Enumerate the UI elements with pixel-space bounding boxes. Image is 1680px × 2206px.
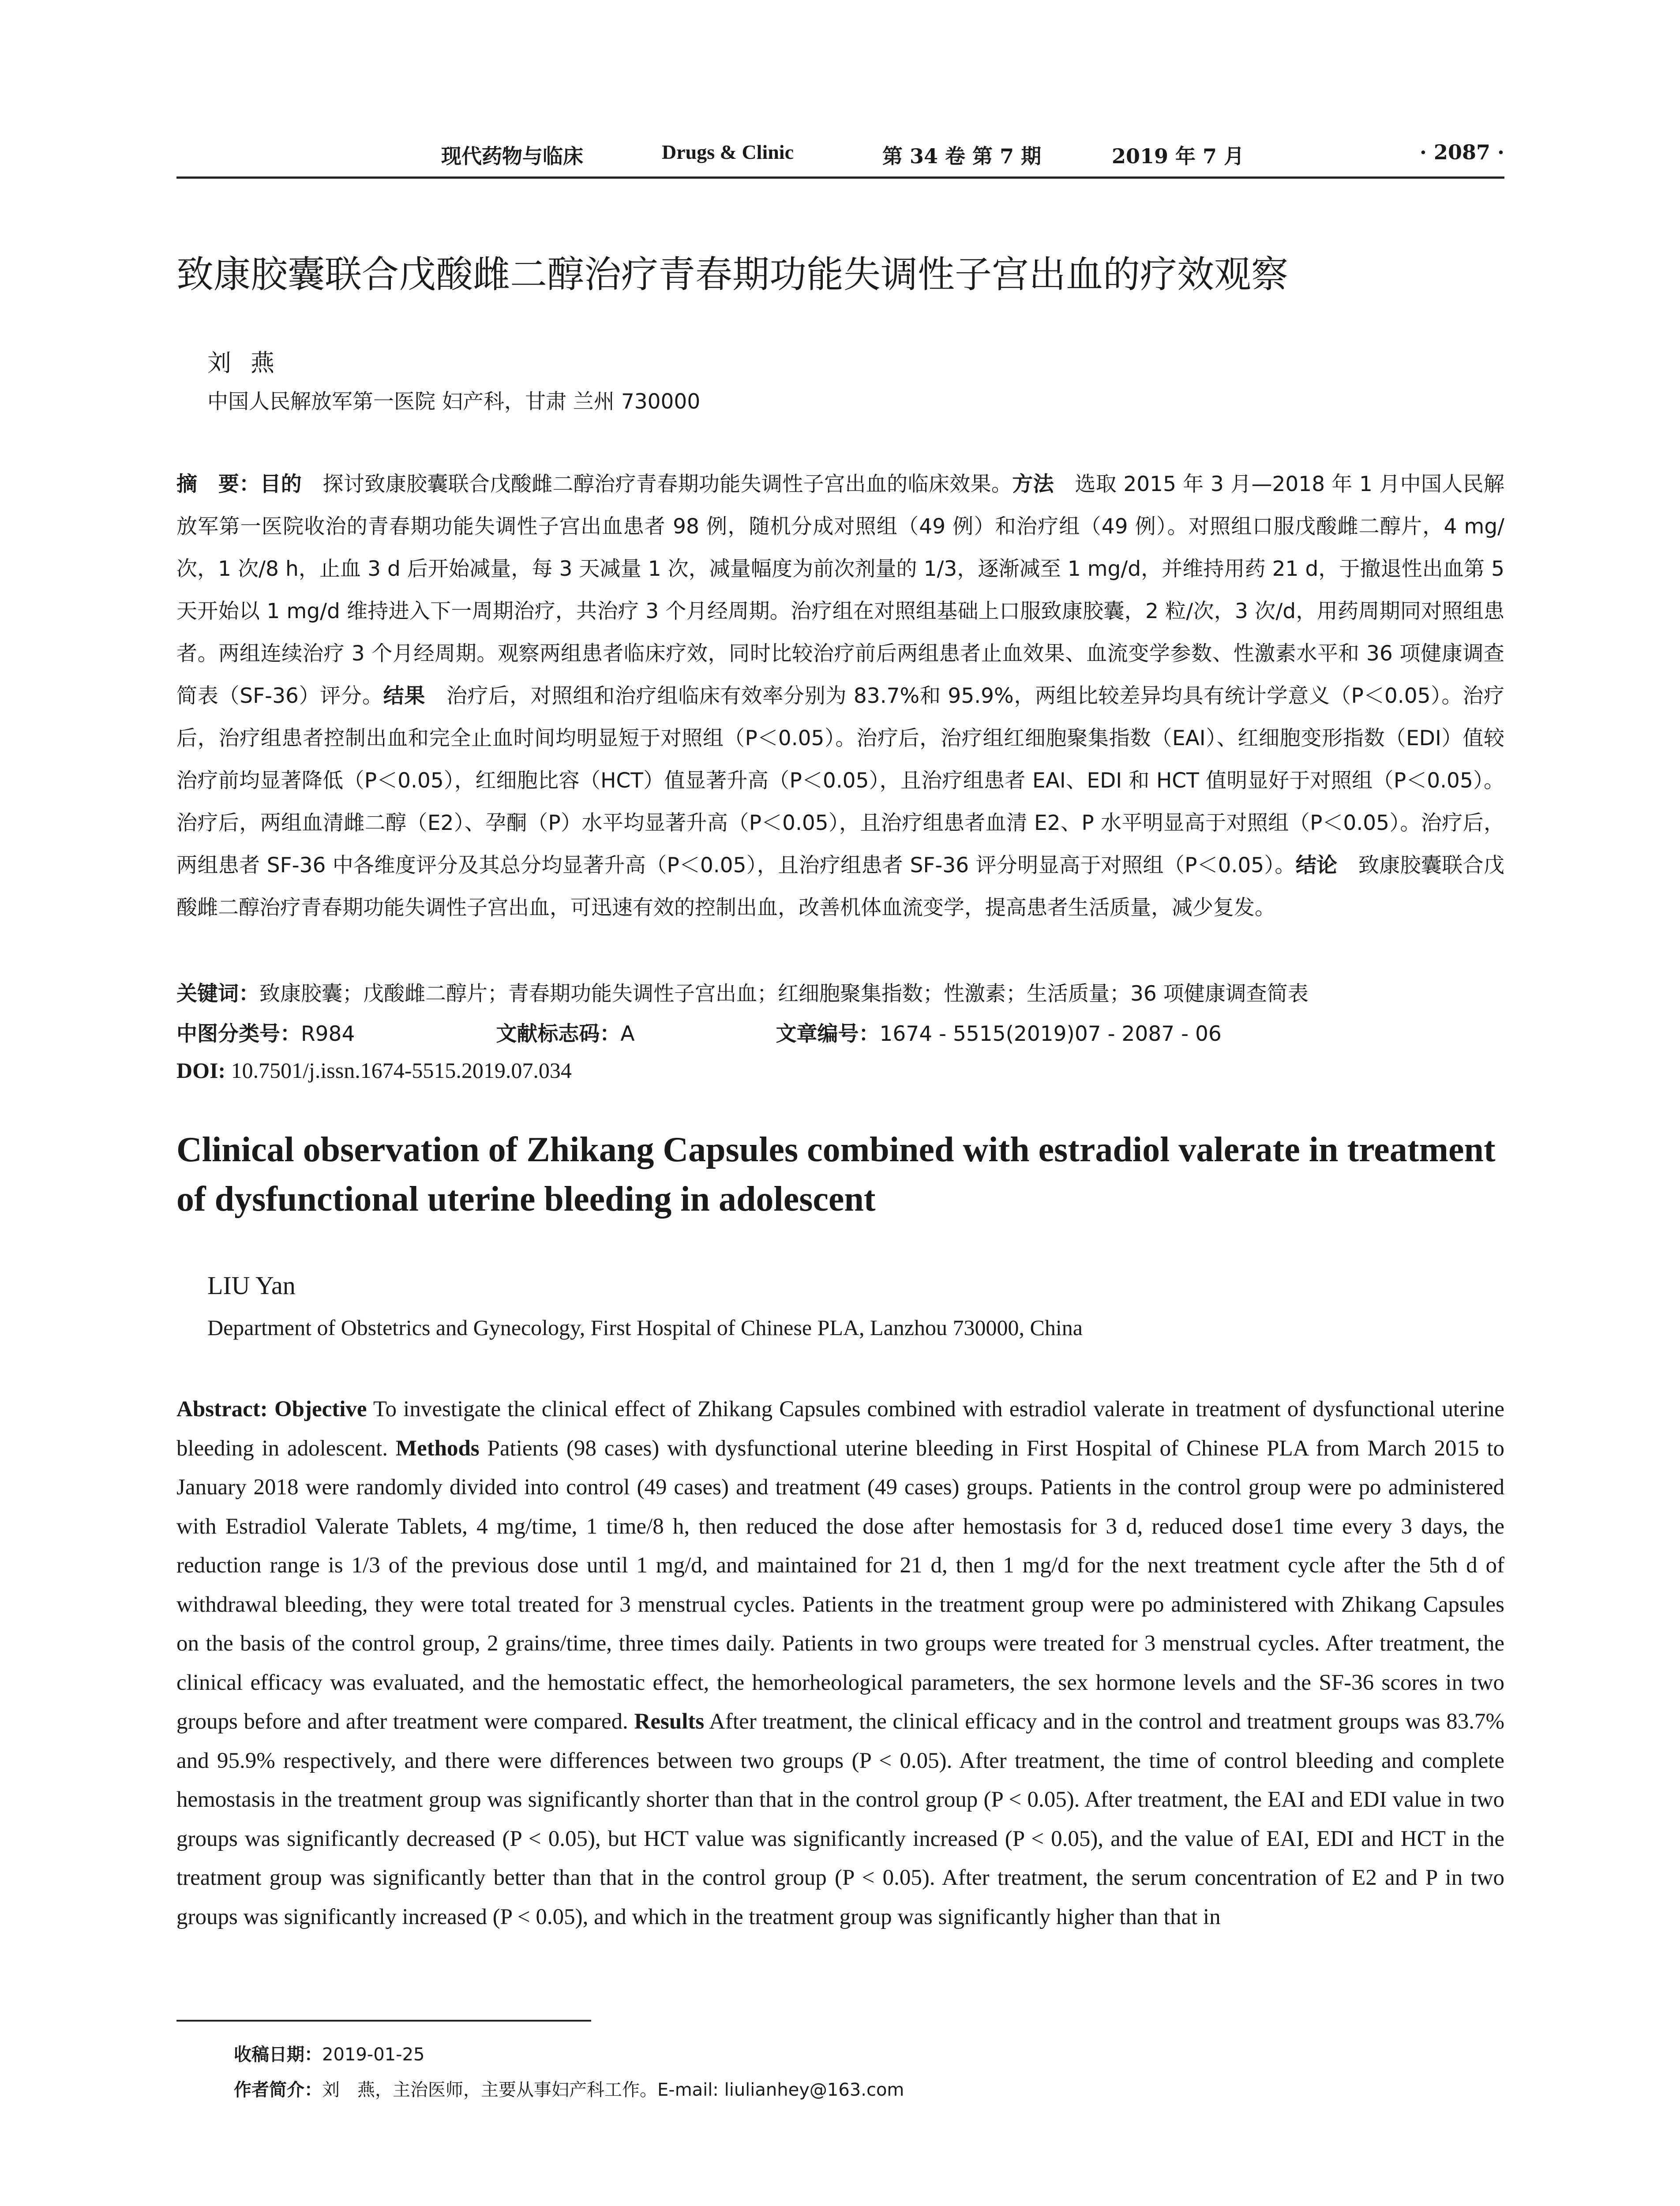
article-id-value: 1674 - 5515(2019)07 - 2087 - 06 [879,1022,1222,1046]
classification-line [176,1017,1504,1047]
methods-text-cn: 选取 2015 年 3 月—2018 年 1 月中国人民解放军第一医院收治的青春期功能失调性子宫出血患者 98 例，随机分成对照组（49 例）和治疗组（49 例）。对照组口服戊酸雌二醇片，4 mg/次，1 次/8 h，止血 3 d 后开始减量，每 3 天减量 1 次，减量幅度为前次剂量的 1/3，逐渐减至 1 mg/d，并维持用药 21 d，于撤退性出血第 5 天开始以 1 mg/d 维持进入下一周期治疗，共治疗 3 个月经周期。治疗组在对照组基础上口服致康胶囊，2 粒/次，3 次/d，用药周期同对照组患者。两组连续治疗 3 个月经周期。观察两组患者临床疗效，同时比较治疗前后两组患者止血效果、血流变学参数、性激素水平和 36 项健康调查简表（SF-36）评分。 [176,472,1505,708]
objective-text-en: To investigate the clinical effect of Zhikang Capsules combined with estradiol valerate in treatment of dysfunctional uterine bleeding in adolescent. [176,1397,1505,1461]
results-label-en: Results [634,1709,705,1734]
results-label-cn: 结果 [383,684,426,708]
journal-name-en: Drugs & Clinic [662,141,794,163]
english-affiliation: Department of Obstetrics and Gynecology, First Hospital of Chinese PLA, Lanzhou 730000, China [207,1315,1083,1340]
received-date-footnote [234,2041,424,2066]
page-number: · 2087 · [1419,140,1504,164]
doc-code-label: 文献标志码： [496,1022,621,1046]
chinese-abstract [176,463,1504,929]
header-rule [176,176,1504,179]
clc-label: 中图分类号： [176,1022,301,1046]
keywords-label: 关键词： [176,982,259,1006]
author-info-footnote [234,2076,904,2101]
running-header [176,140,1504,176]
results-text-en: After treatment, the clinical efficacy and in the control and treatment groups was 83.7% and 95.9% respectively, and there were differences between two groups (P < 0.05). After treatment, the time of control bleeding and complete hemostasis in the treatment group was significantly shorter than that in the control group (P < 0.05). After treatment, the EAI and EDI value in two groups was significantly decreased (P < 0.05), but HCT value was significantly increased (P < 0.05), and the value of EAI, EDI and HCT in the treatment group was significantly better than that in the control group (P < 0.05). After treatment, the serum concentration of E2 and P in two groups was significantly increased (P < 0.05), and which in the treatment group was significantly higher than that in [176,1709,1504,1929]
footnote-rule [176,2020,591,2022]
abstract-label-cn: 摘 要： [176,472,260,496]
clc-value: R984 [301,1022,355,1046]
objective-label-cn: 目的 [260,472,302,496]
english-title: Clinical observation of Zhikang Capsules combined with estradiol valerate in treatment of dysfunctional uterine bleeding in adolescent [176,1130,1496,1219]
received-value: 2019-01-25 [322,2045,425,2065]
doi-value: 10.7501/j.issn.1674-5515.2019.07.034 [225,1058,572,1083]
doi-label: DOI: [176,1058,226,1083]
abstract-label-en: Abstract: Objective [176,1397,367,1422]
keywords-text: 致康胶囊；戊酸雌二醇片；青春期功能失调性子宫出血；红细胞聚集指数；性激素；生活质量；36 项健康调查简表 [259,982,1309,1006]
methods-text-en: Patients (98 cases) with dysfunctional uterine bleeding in First Hospital of Chinese PLA from March 2015 to January 2018 were randomly divided into control (49 cases) and treatment (49 cases) groups. Patients in the control group were po administered with Estradiol Valerate Tablets, 4 mg/time, 1 time/8 h, then reduced the dose after hemostasis for 3 d, reduced dose1 time every 3 days, the reduction range is 1/3 of the previous dose until 1 mg/d, and maintained for 21 d, then 1 mg/d for the next treatment cycle after the 5th d of withdrawal bleeding, they were total treated for 3 menstrual cycles. Patients in the treatment group were po administered with Zhikang Capsules on the basis of the control group, 2 grains/time, three times daily. Patients in two groups were treated for 3 menstrual cycles. After treatment, the clinical efficacy was evaluated, and the hemostatic effect, the hemorheological parameters, the sex hormone levels and the SF-36 scores in two groups before and after treatment were compared. [176,1436,1504,1734]
objective-text-cn: 探讨致康胶囊联合戊酸雌二醇治疗青春期功能失调性子宫出血的临床效果。 [302,472,1012,496]
issue-date: 2019 年 7 月 [1112,144,1245,168]
chinese-author: 刘燕 [207,349,294,377]
results-text-cn: 治疗后，对照组和治疗组临床有效率分别为 83.7%和 95.9%，两组比较差异均具有统计学意义（P＜0.05）。治疗后，治疗组患者控制出血和完全止血时间均明显短于对照组（P＜0.05）。治疗后，治疗组红细胞聚集指数（EAI）、红细胞变形指数（EDI）值较治疗前均显著降低（P＜0.05），红细胞比容（HCT）值显著升高（P＜0.05），且治疗组患者 EAI、EDI 和 HCT 值明显好于对照组（P＜0.05）。治疗后，两组血清雌二醇（E2）、孕酮（P）水平均显著升高（P＜0.05），且治疗组患者血清 E2、P 水平明显高于对照组（P＜0.05）。治疗后，两组患者 SF-36 中各维度评分及其总分均显著升高（P＜0.05），且治疗组患者 SF-36 评分明显高于对照组（P＜0.05）。 [176,684,1505,878]
journal-name-cn: 现代药物与临床 [441,144,583,168]
conclusion-text-cn: 致康胶囊联合戊酸雌二醇治疗青春期功能失调性子宫出血，可迅速有效的控制出血，改善机体血流变学，提高患者生活质量，减少复发。 [176,853,1504,920]
doi-line [176,1058,1504,1083]
chinese-title: 致康胶囊联合戊酸雌二醇治疗青春期功能失调性子宫出血的疗效观察 [176,253,1289,296]
methods-label-cn: 方法 [1012,472,1054,496]
conclusion-label-cn: 结论 [1295,853,1338,878]
article-id-label: 文章编号： [776,1022,880,1046]
chinese-affiliation: 中国人民解放军第一医院 妇产科，甘肃 兰州 730000 [207,390,701,414]
doc-code-value: A [620,1022,635,1046]
keywords-line [176,977,1504,1007]
author-info-value: 刘 燕，主治医师，主要从事妇产科工作。E-mail: liulianhey@163.com [322,2080,904,2100]
author-info-label: 作者简介： [234,2080,322,2100]
methods-label-en: Methods [395,1436,480,1461]
english-abstract [176,1390,1504,1936]
english-author: LIU Yan [207,1271,296,1300]
received-label: 收稿日期： [234,2045,322,2065]
volume-issue: 第 34 卷 第 7 期 [882,144,1042,168]
